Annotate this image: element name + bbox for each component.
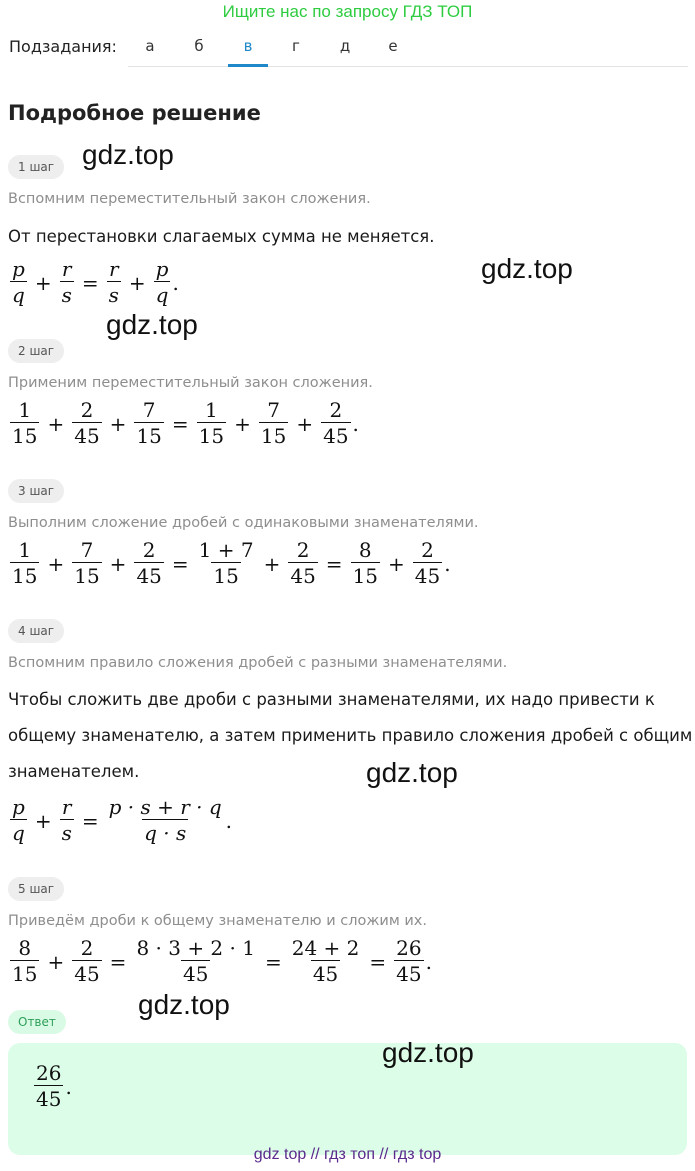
frac-num: 2	[142, 538, 156, 562]
frac-num: 2	[80, 936, 94, 960]
search-banner: Ищите нас по запросу ГДЗ ТОП	[222, 2, 473, 21]
op-plus: +	[34, 808, 52, 833]
step-text: От перестановки слагаемых сумма не меняется.	[8, 227, 435, 246]
op-equals: =	[81, 270, 99, 295]
op-equals: =	[171, 411, 189, 436]
op-plus: +	[47, 949, 65, 974]
tab-v[interactable]: в	[228, 30, 268, 67]
step-text-line: Чтобы сложить две дроби с разными знаменателями, их надо привести к	[8, 690, 655, 709]
frac-den: q	[12, 283, 25, 307]
op-plus: +	[263, 551, 281, 576]
op-plus: +	[109, 551, 127, 576]
op-equals: =	[81, 808, 99, 833]
formula	[8, 538, 451, 589]
frac-num: r	[108, 257, 119, 281]
step-text-line: знаменателем.	[8, 762, 140, 781]
footer-links: gdz top // гдз топ // гдз top	[253, 1146, 442, 1163]
frac-den: 15	[136, 424, 162, 448]
frac-num: 1	[205, 398, 218, 422]
step-hint: Выполним сложение дробей с одинаковыми знаменателями.	[8, 515, 479, 531]
frac-num: 8	[358, 538, 372, 562]
section-title: Подробное решение	[8, 101, 261, 125]
op-plus: +	[109, 411, 127, 436]
step-hint: Вспомним правило сложения дробей с разными знаменателями.	[8, 655, 508, 671]
frac-num: 2	[329, 398, 343, 422]
frac-den: s	[108, 283, 119, 307]
frac-num: 7	[267, 398, 280, 422]
frac-den: 45	[74, 424, 100, 448]
frac-num: r	[61, 795, 72, 819]
frac-den: 15	[352, 564, 379, 588]
frac-num: p · s + r · q	[108, 795, 222, 819]
frac-num: p	[12, 257, 25, 281]
frac-num: 2	[80, 398, 94, 422]
tab-b[interactable]: б	[194, 37, 204, 55]
op-plus: +	[296, 411, 314, 436]
frac-num: 8 · 3 + 2 · 1	[136, 936, 255, 960]
frac-num: 2	[296, 538, 310, 562]
op-equals: =	[325, 551, 343, 576]
tab-g[interactable]: г	[292, 37, 300, 55]
frac-den: s	[61, 283, 72, 307]
frac-den: 45	[323, 424, 349, 448]
frac-den: 45	[414, 564, 441, 588]
step-badge: 1 шаг	[8, 155, 64, 179]
frac-num: 24 + 2	[291, 936, 360, 960]
frac-den: s	[61, 821, 72, 845]
frac-num: 26	[36, 1061, 62, 1085]
frac-den: 15	[213, 564, 239, 588]
frac-den: q · s	[144, 821, 187, 845]
step-text-line: общему знаменателю, а затем применить правило сложения дробей с общим	[8, 726, 693, 745]
period: .	[65, 1074, 72, 1099]
step-hint: Приведём дроби к общему знаменателю и сложим их.	[8, 913, 427, 929]
tab-a[interactable]: а	[145, 37, 155, 55]
frac-num: 2	[421, 538, 434, 562]
frac-num: 26	[396, 936, 422, 960]
op-plus: +	[47, 551, 65, 576]
frac-den: 15	[74, 564, 100, 588]
watermark: gdz.top	[366, 757, 458, 788]
op-equals: =	[171, 551, 189, 576]
op-plus: +	[388, 551, 405, 576]
frac-num: 7	[142, 398, 156, 422]
watermark: gdz.top	[82, 139, 174, 170]
frac-den: 45	[36, 1087, 62, 1111]
frac-num: 1 + 7	[198, 538, 254, 562]
subtask-tabs	[128, 30, 688, 67]
op-equals: =	[264, 949, 282, 974]
formula	[8, 398, 359, 449]
period: .	[225, 808, 233, 833]
op-plus: +	[34, 270, 52, 295]
frac-den: 15	[198, 424, 225, 448]
period: .	[425, 949, 432, 974]
formula	[8, 257, 179, 308]
step-badge: 4 шаг	[8, 619, 64, 643]
frac-den: 45	[290, 564, 316, 588]
op-plus: +	[234, 411, 251, 436]
answer-formula	[32, 1061, 72, 1112]
frac-den: 15	[12, 424, 38, 448]
op-plus: +	[47, 411, 65, 436]
tab-e[interactable]: е	[388, 37, 398, 55]
frac-den: 45	[182, 962, 209, 986]
frac-num: p	[155, 257, 169, 281]
frac-num: 7	[80, 538, 94, 562]
frac-num: 1	[18, 398, 32, 422]
frac-den: 45	[312, 962, 339, 986]
tab-d[interactable]: д	[339, 37, 351, 55]
period: .	[444, 551, 451, 576]
frac-den: 45	[396, 962, 422, 986]
watermark: gdz.top	[382, 1037, 474, 1068]
period: .	[172, 270, 179, 295]
step-hint: Вспомним переместительный закон сложения.	[8, 191, 371, 207]
op-equals: =	[369, 949, 387, 974]
formula	[8, 795, 232, 846]
op-plus: +	[128, 270, 146, 295]
frac-num: 8	[18, 936, 32, 960]
frac-num: 1	[18, 538, 32, 562]
period: .	[352, 411, 359, 436]
formula	[8, 936, 432, 987]
frac-den: q	[12, 821, 25, 845]
frac-den: 15	[12, 564, 38, 588]
answer-box	[8, 1043, 687, 1155]
answer-badge: Ответ	[8, 1010, 66, 1034]
frac-den: q	[155, 283, 169, 307]
watermark: gdz.top	[138, 989, 230, 1020]
step-badge: 3 шаг	[8, 479, 64, 503]
subtasks-label: Подзадания:	[9, 37, 117, 56]
frac-den: 45	[74, 962, 100, 986]
frac-den: 15	[12, 962, 38, 986]
frac-num: p	[12, 795, 25, 819]
frac-num: r	[61, 257, 72, 281]
watermark: gdz.top	[106, 309, 198, 340]
step-badge: 5 шаг	[8, 877, 64, 901]
watermark: gdz.top	[481, 253, 573, 284]
frac-den: 45	[136, 564, 162, 588]
step-hint: Применим переместительный закон сложения.	[8, 375, 373, 391]
frac-den: 15	[260, 424, 287, 448]
step-badge: 2 шаг	[8, 339, 64, 363]
op-equals: =	[109, 949, 127, 974]
